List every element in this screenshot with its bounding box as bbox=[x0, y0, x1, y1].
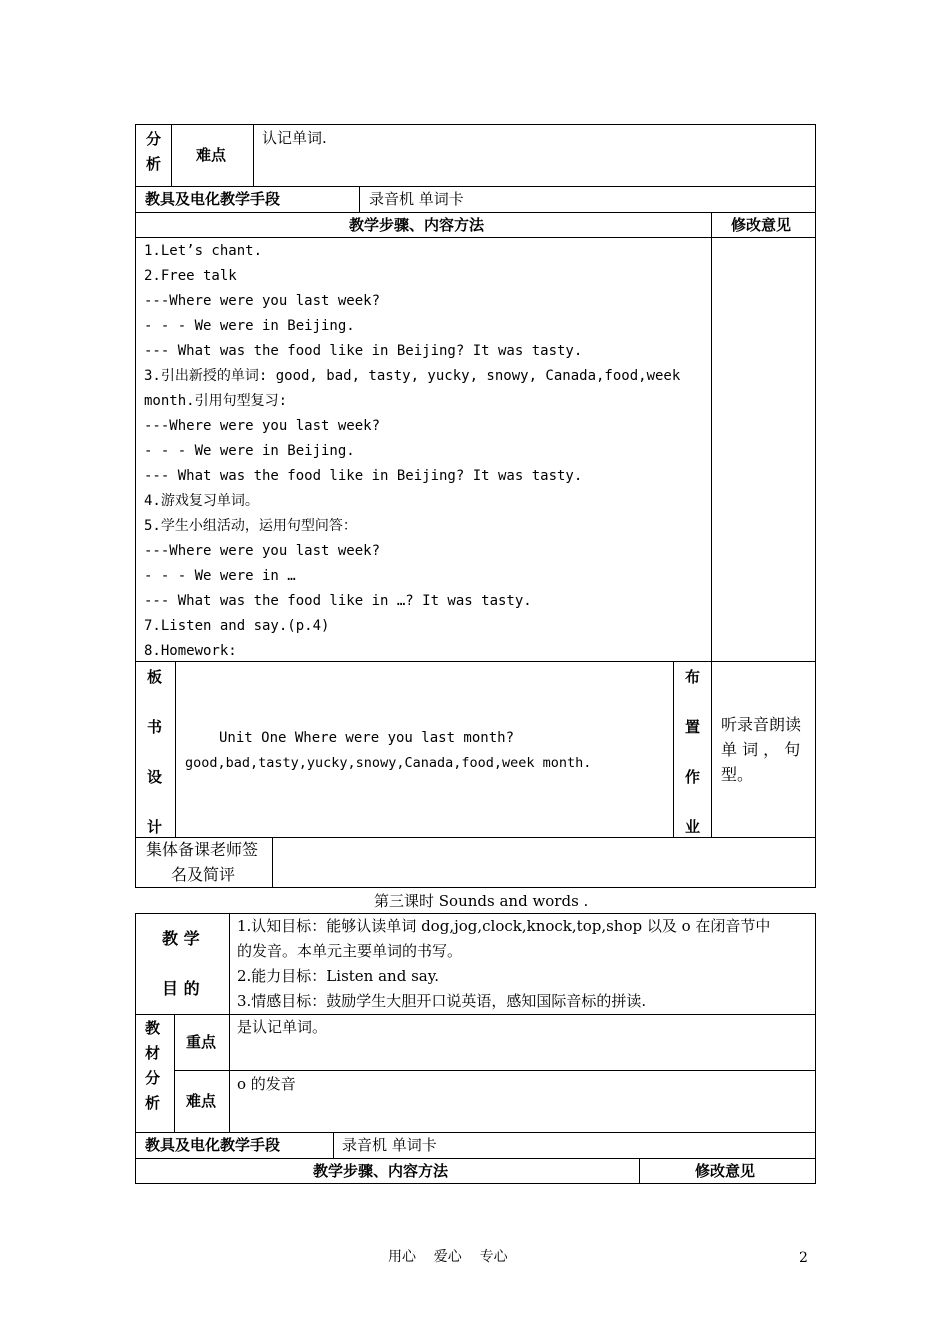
material-label-char: 教 bbox=[145, 1019, 161, 1037]
step-line: ---Where were you last week? bbox=[144, 418, 381, 434]
revise-header: 修改意见 bbox=[695, 1162, 756, 1180]
homework-label-char: 置 bbox=[685, 718, 701, 736]
revise-header: 修改意见 bbox=[731, 216, 792, 234]
difficulty-label: 难点 bbox=[186, 1092, 217, 1110]
steps-header: 教学步骤、内容方法 bbox=[313, 1162, 449, 1180]
footer-slogan: 用心 爱心 专心 bbox=[388, 1249, 508, 1265]
tools-label: 教具及电化教学手段 bbox=[145, 190, 281, 208]
goal-line: 的发音。本单元主要单词的书写。 bbox=[237, 942, 463, 960]
board-label-char: 书 bbox=[147, 718, 163, 736]
step-line: 3.引出新授的单词: good, bad, tasty, yucky, snowy, Canada,food,week bbox=[144, 368, 681, 384]
tools-value: 录音机 单词卡 bbox=[369, 190, 464, 208]
section-title: 第三课时 Sounds and words . bbox=[374, 892, 589, 910]
material-label-char: 分 bbox=[145, 1069, 161, 1087]
homework-text-line: 听录音朗读 bbox=[721, 715, 802, 734]
step-line: 5.学生小组活动，运用句型问答： bbox=[144, 518, 357, 534]
goal-line: 2.能力目标：Listen and say. bbox=[237, 967, 439, 985]
sign-label-line: 名及简评 bbox=[171, 865, 236, 884]
homework-label-char: 作 bbox=[685, 768, 701, 786]
tools-value: 录音机 单词卡 bbox=[342, 1136, 437, 1154]
step-line: ---Where were you last week? bbox=[144, 293, 381, 309]
board-label-char: 板 bbox=[147, 668, 163, 686]
homework-label-char: 业 bbox=[685, 818, 701, 836]
step-line: 4.游戏复习单词。 bbox=[144, 493, 259, 509]
step-line: ---Where were you last week? bbox=[144, 543, 381, 559]
board-label-char: 计 bbox=[147, 818, 163, 836]
steps-header: 教学步骤、内容方法 bbox=[349, 216, 485, 234]
material-label-char: 析 bbox=[145, 1094, 161, 1112]
material-label-char: 材 bbox=[145, 1044, 161, 1062]
difficulty-text: o 的发音 bbox=[237, 1075, 296, 1093]
homework-label-char: 布 bbox=[685, 668, 701, 686]
board-title: Unit One Where were you last month? bbox=[219, 730, 515, 746]
goal-label-line: 目 的 bbox=[162, 979, 200, 998]
difficulty-text: 认记单词. bbox=[262, 129, 327, 147]
goal-line: 1.认知目标：能够认读单词 dog,jog,clock,knock,top,shop 以及 o 在闭音节中 bbox=[237, 917, 771, 935]
homework-text-line: 型。 bbox=[721, 765, 754, 784]
step-line: --- What was the food like in …? It was tasty. bbox=[144, 593, 532, 609]
goal-label-line: 教 学 bbox=[162, 929, 200, 948]
step-line: --- What was the food like in Beijing? It was tasty. bbox=[144, 343, 583, 359]
analysis-label-char: 析 bbox=[146, 155, 162, 173]
step-line: - - - We were in … bbox=[144, 568, 296, 584]
step-line: month.引用句型复习: bbox=[144, 393, 288, 409]
step-line: 1.Let’s chant. bbox=[144, 243, 263, 259]
key-text: 是认记单词。 bbox=[237, 1018, 328, 1036]
step-line: - - - We were in Beijing. bbox=[144, 443, 355, 459]
goal-line: 3.情感目标：鼓励学生大胆开口说英语，感知国际音标的拼读. bbox=[237, 992, 647, 1010]
sign-label-line: 集体备课老师签 bbox=[146, 840, 259, 859]
step-line: 2.Free talk bbox=[144, 268, 237, 284]
step-line: --- What was the food like in Beijing? It was tasty. bbox=[144, 468, 583, 484]
board-words: good,bad,tasty,yucky,snowy,Canada,food,week month. bbox=[185, 755, 592, 771]
analysis-label-char: 分 bbox=[146, 130, 162, 148]
board-label-char: 设 bbox=[147, 768, 163, 786]
tools-label: 教具及电化教学手段 bbox=[145, 1136, 281, 1154]
step-line: 8.Homework: bbox=[144, 643, 237, 659]
key-label: 重点 bbox=[186, 1033, 217, 1051]
difficulty-label: 难点 bbox=[196, 146, 227, 164]
homework-text-line: 单 词 ， 句 bbox=[721, 740, 801, 759]
page-number: 2 bbox=[799, 1250, 808, 1266]
step-line: 7.Listen and say.(p.4) bbox=[144, 618, 330, 634]
step-line: - - - We were in Beijing. bbox=[144, 318, 355, 334]
